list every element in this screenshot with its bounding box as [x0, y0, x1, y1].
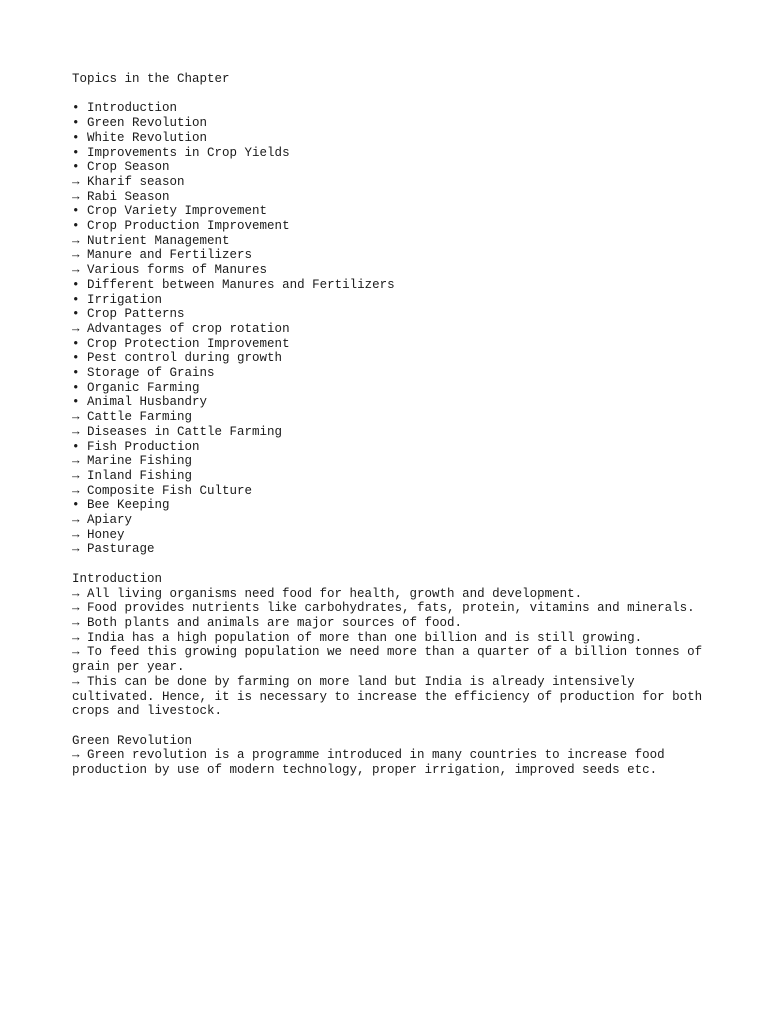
toc-item-label: Pasturage: [87, 542, 155, 557]
toc-item: [72, 307, 712, 322]
bullet-icon: •: [72, 439, 80, 454]
bullet-icon: •: [72, 336, 80, 351]
bullet-icon: •: [72, 145, 80, 160]
toc-item: [72, 116, 712, 131]
toc-item: [72, 160, 712, 175]
toc-item: [72, 498, 712, 513]
toc-item-label: Kharif season: [87, 174, 185, 189]
bullet-icon: •: [72, 351, 80, 366]
bullet-icon: •: [72, 307, 80, 322]
toc-item-label: Nutrient Management: [87, 233, 230, 248]
toc-item-label: Apiary: [87, 513, 133, 528]
bullet-icon: •: [72, 366, 80, 381]
paragraph: → This can be done by farming on more land but India is already intensively cultivated. Hence, it is necessary to increase the efficiency of production for both crops and livestock.: [72, 674, 703, 719]
toc-item: [72, 219, 712, 234]
toc-item-label: Honey: [87, 527, 125, 542]
toc-item: [72, 101, 712, 116]
toc-item: [72, 131, 712, 146]
toc-item-label: Manure and Fertilizers: [87, 248, 253, 263]
toc-item-label: Advantages of crop rotation: [87, 321, 290, 336]
toc-item-label: Inland Fishing: [87, 468, 193, 483]
arrow-icon: →: [72, 263, 80, 278]
arrow-icon: →: [72, 189, 80, 204]
toc-item-label: Rabi Season: [87, 189, 170, 204]
arrow-icon: →: [72, 542, 80, 557]
bullet-icon: •: [72, 116, 80, 131]
paragraph: → Green revolution is a programme introduced in many countries to increase food production by use of modern technology, proper irrigation, improved seeds etc.: [72, 748, 665, 777]
paragraph: → Food provides nutrients like carbohydrates, fats, protein, vitamins and minerals.: [72, 601, 695, 616]
bullet-icon: •: [72, 219, 80, 234]
bullet-icon: •: [72, 101, 80, 116]
bullet-icon: •: [72, 130, 80, 145]
toc-item: [72, 381, 712, 396]
toc-item-label: Different between Manures and Fertilizers: [87, 277, 395, 292]
toc-item: [72, 542, 712, 557]
bullet-icon: •: [72, 380, 80, 395]
toc-item: [72, 440, 712, 455]
arrow-icon: →: [72, 233, 80, 248]
section-heading-introduction: Introduction: [72, 571, 163, 586]
paragraph: → To feed this growing population we need more than a quarter of a billion tonnes of grain per year.: [72, 645, 703, 675]
arrow-icon: →: [72, 483, 80, 498]
bullet-icon: •: [72, 498, 80, 513]
toc-item-label: Animal Husbandry: [87, 395, 208, 410]
arrow-icon: →: [72, 513, 80, 528]
arrow-icon: →: [72, 410, 80, 425]
toc-item: [72, 484, 712, 499]
arrow-icon: →: [72, 174, 80, 189]
toc-item: [72, 248, 712, 263]
toc-item-label: Bee Keeping: [87, 498, 170, 513]
paragraph: → India has a high population of more than one billion and is still growing.: [72, 630, 643, 645]
toc-item: [72, 175, 712, 190]
document-page: [72, 72, 712, 778]
toc-item-label: Composite Fish Culture: [87, 483, 253, 498]
toc-item: [72, 263, 712, 278]
toc-item: [72, 293, 712, 308]
toc-item-label: Crop Variety Improvement: [87, 204, 268, 219]
arrow-icon: →: [72, 527, 80, 542]
toc-item-label: Various forms of Manures: [87, 263, 268, 278]
paragraph: → Both plants and animals are major sources of food.: [72, 615, 463, 630]
toc-item-label: Fish Production: [87, 439, 200, 454]
toc-item-label: Pest control during growth: [87, 351, 283, 366]
toc-item-label: Marine Fishing: [87, 454, 193, 469]
bullet-icon: •: [72, 204, 80, 219]
section-heading-green-revolution: Green Revolution: [72, 733, 193, 748]
toc-item: [72, 469, 712, 484]
toc-title: Topics in the Chapter: [72, 72, 230, 86]
toc-item: [72, 425, 712, 440]
toc-item-label: Diseases in Cattle Farming: [87, 424, 283, 439]
toc-list: [72, 101, 712, 557]
toc-item: [72, 528, 712, 543]
toc-item: [72, 234, 712, 249]
toc-item-label: Crop Season: [87, 160, 170, 175]
bullet-icon: •: [72, 277, 80, 292]
toc-item-label: Cattle Farming: [87, 410, 193, 425]
bullet-icon: •: [72, 160, 80, 175]
toc-item-label: White Revolution: [87, 130, 208, 145]
toc-item: [72, 351, 712, 366]
arrow-icon: →: [72, 454, 80, 469]
toc-item-label: Improvements in Crop Yields: [87, 145, 290, 160]
arrow-icon: →: [72, 321, 80, 336]
toc-item: [72, 410, 712, 425]
toc-item: [72, 190, 712, 205]
toc-item: [72, 337, 712, 352]
toc-item-label: Storage of Grains: [87, 366, 215, 381]
toc-item: [72, 366, 712, 381]
toc-item-label: Introduction: [87, 101, 178, 116]
toc-item-label: Crop Protection Improvement: [87, 336, 290, 351]
toc-item: [72, 204, 712, 219]
toc-item-label: Crop Production Improvement: [87, 219, 290, 234]
toc-item-label: Irrigation: [87, 292, 163, 307]
toc-item-label: Organic Farming: [87, 380, 200, 395]
arrow-icon: →: [72, 424, 80, 439]
toc-item-label: Crop Patterns: [87, 307, 185, 322]
toc-item: [72, 395, 712, 410]
arrow-icon: →: [72, 468, 80, 483]
toc-item-label: Green Revolution: [87, 116, 208, 131]
toc-item: [72, 513, 712, 528]
bullet-icon: •: [72, 292, 80, 307]
toc-item: [72, 322, 712, 337]
toc-item: [72, 454, 712, 469]
paragraph: → All living organisms need food for health, growth and development.: [72, 586, 583, 601]
bullet-icon: •: [72, 395, 80, 410]
toc-item: [72, 278, 712, 293]
toc-item: [72, 146, 712, 161]
arrow-icon: →: [72, 248, 80, 263]
